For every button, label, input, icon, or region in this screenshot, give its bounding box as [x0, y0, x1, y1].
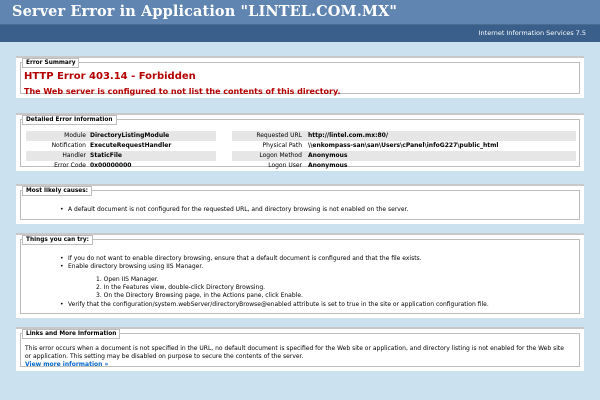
detail-value: StaticFile: [90, 152, 123, 159]
detail-row-logon-user: [232, 161, 576, 171]
try-panel: [16, 233, 584, 318]
try-steps: [96, 276, 303, 300]
step-item: 3. On the Directory Browsing page, in the Actions pane, click Enable.: [96, 292, 303, 299]
detail-row-logon-method: [232, 151, 576, 161]
list-item: • Enable directory browsing using IIS Manager.: [60, 263, 422, 271]
detail-label: Handler: [62, 152, 86, 159]
detail-label: Physical Path: [262, 142, 302, 149]
try-list-more: [60, 301, 489, 309]
causes-legend: Most likely causes:: [22, 186, 92, 196]
detailed-error-legend: Detailed Error Information: [22, 115, 117, 125]
detail-label: Notification: [51, 142, 86, 149]
view-more-link[interactable]: View more information »: [25, 361, 109, 368]
detail-value: 0x00000000: [90, 162, 132, 169]
causes-frame: [20, 190, 580, 220]
detail-value: ExecuteRequestHandler: [90, 142, 172, 149]
detail-label: Error Code: [54, 162, 86, 169]
error-summary-panel: [16, 56, 584, 98]
detail-label: Module: [64, 132, 86, 139]
detail-value: http://lintel.com.mx:80/: [308, 132, 389, 139]
try-legend: Things you can try:: [22, 235, 93, 245]
step-item: 1. Open IIS Manager.: [96, 276, 159, 283]
server-version: Internet Information Services 7.5: [478, 29, 586, 37]
links-description: This error occurs when a document is not specified in the URL, no default document is specified for the Web site or application, and directory listing is not enabled for the Web site or application. This setting may be disabled on purpose to secure the contents of the server.: [25, 345, 564, 360]
page-header: [0, 0, 600, 25]
try-list: [60, 255, 422, 271]
detail-row-module: [26, 131, 216, 141]
detail-row-handler: [26, 151, 216, 161]
detail-row-notification: [26, 141, 216, 151]
links-legend: Links and More Information: [22, 329, 120, 339]
list-item: • Verify that the configuration/system.webServer/directoryBrowse@enabled attribute is set to true in the site or application configuration file.: [60, 301, 489, 309]
detailed-error-panel: [16, 113, 584, 171]
step-item: 2. In the Features view, double-click Directory Browsing.: [96, 284, 266, 291]
error-summary-legend: Error Summary: [22, 58, 79, 68]
detail-row-error-code: [26, 161, 216, 171]
list-item: • A default document is not configured for the requested URL, and directory browsing is not enabled on the server.: [60, 206, 408, 214]
list-item: • If you do not want to enable directory browsing, ensure that a default document is configured and that the file exists.: [60, 255, 422, 263]
detail-label: Logon User: [268, 162, 302, 169]
error-message: The Web server is configured to not list the contents of this directory.: [24, 87, 341, 96]
detail-value: \\enkompass-san\san\Users\cPanel\infoG227\public_html: [308, 142, 499, 149]
causes-panel: [16, 184, 584, 224]
detail-value: DirectoryListingModule: [90, 132, 170, 139]
links-panel: [16, 327, 584, 371]
error-title: HTTP Error 403.14 - Forbidden: [24, 71, 196, 82]
page-title: Server Error in Application "LINTEL.COM.MX": [12, 3, 397, 20]
server-info-bar: [0, 25, 600, 42]
detail-label: Logon Method: [259, 152, 302, 159]
detail-row-physical-path: [232, 141, 576, 151]
detail-value: Anonymous: [308, 152, 348, 159]
detail-row-requested-url: [232, 131, 576, 141]
causes-list: [60, 206, 408, 214]
detail-value: Anonymous: [308, 162, 348, 169]
detail-label: Requested URL: [256, 132, 302, 139]
